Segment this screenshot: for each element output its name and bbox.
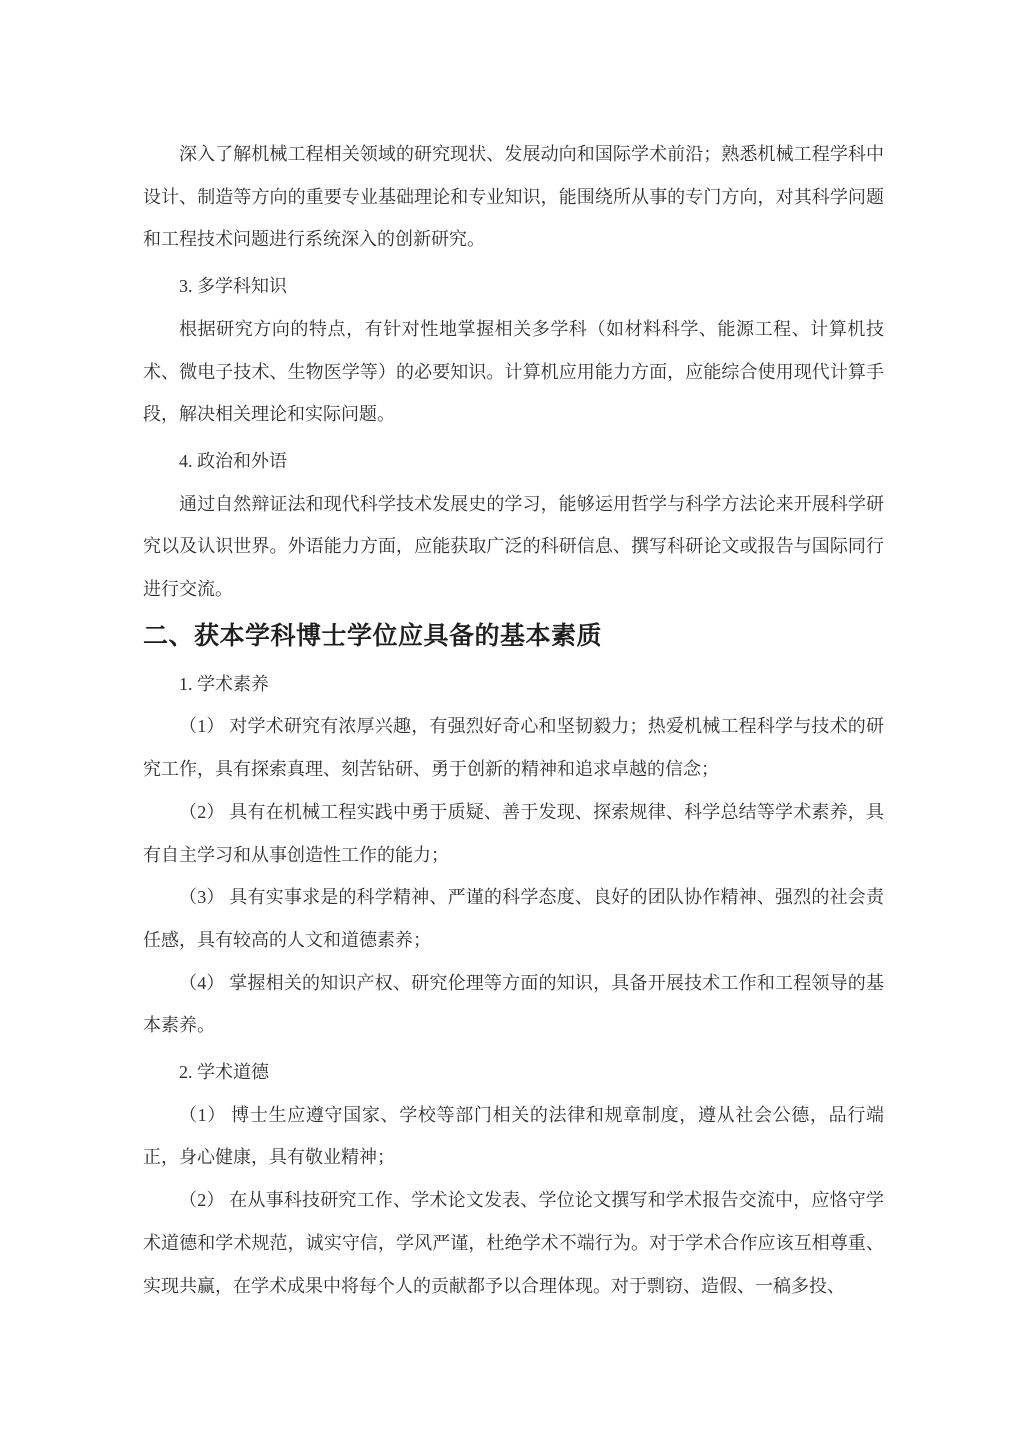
body-paragraph: （3） 具有实事求是的科学精神、严谨的科学态度、良好的团队协作精神、强烈的社会责任感，具有较高的人文和道德素养； [143,887,884,950]
numbered-section-item: 3. 多学科知识 [179,276,287,297]
body-paragraph: （4） 掌握相关的知识产权、研究伦理等方面的知识，具备开展技术工作和工程领导的基本素养。 [143,972,884,1036]
body-paragraph: （2） 具有在机械工程实践中勇于质疑、善于发现、探索规律、科学总结等学术素养，具有自主学习和从事创造性工作的能力； [143,801,884,865]
numbered-section-item: 4. 政治和外语 [179,450,287,471]
section-heading: 二、获本学科博士学位应具备的基本素质 [143,621,603,650]
body-paragraph: 深入了解机械工程相关领域的研究现状、发展动向和国际学术前沿；熟悉机械工程学科中设计、制造等方向的重要专业基础理论和专业知识，能围绕所从事的专门方向，对其科学问题和工程技术问题进行系统深入的创新研究。 [143,144,884,250]
numbered-section-item: 1. 学术素养 [179,673,269,694]
body-paragraph: （2） 在从事科技研究工作、学术论文发表、学位论文撰写和学术报告交流中，应恪守学术道德和学术规范，诚实守信，学风严谨，杜绝学术不端行为。对于学术合作应该互相尊重、实现共赢，在学术成果中将每个人的贡献都予以合理体现。对于剽窃、造假、一稿多投、 [143,1190,884,1296]
body-paragraph: 通过自然辩证法和现代科学技术发展史的学习，能够运用哲学与科学方法论来开展科学研究以及认识世界。外语能力方面，应能获取广泛的科研信息、撰写科研论文或报告与国际同行进行交流。 [143,493,884,600]
numbered-section-item: 2. 学术道德 [179,1062,269,1083]
body-paragraph: （1） 博士生应遵守国家、学校等部门相关的法律和规章制度，遵从社会公德，品行端正，身心健康，具有敬业精神； [143,1104,884,1168]
body-paragraph: （1） 对学术研究有浓厚兴趣，有强烈好奇心和坚韧毅力；热爱机械工程科学与技术的研究工作，具有探索真理、刻苦钻研、勇于创新的精神和追求卓越的信念； [143,716,884,780]
body-paragraph: 根据研究方向的特点，有针对性地掌握相关多学科（如材料科学、能源工程、计算机技术、微电子技术、生物医学等）的必要知识。计算机应用能力方面，应能综合使用现代计算手段，解决相关理论和实际问题。 [143,318,884,425]
